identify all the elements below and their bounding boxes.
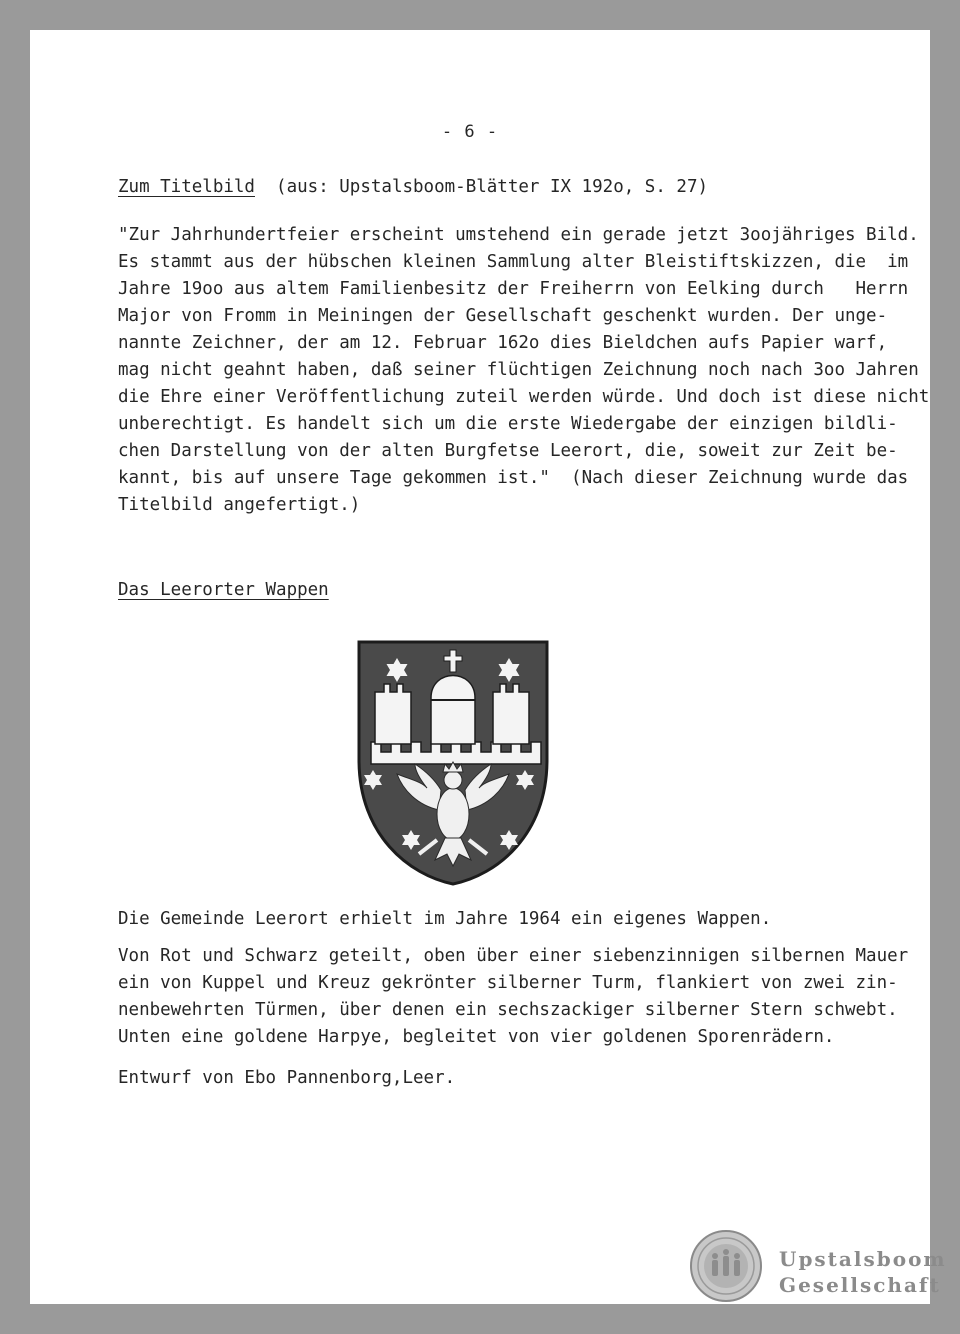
wappen-description-line: nenbewehrten Türmen, über denen ein sechszackiger silberner Stern schwebt. [118,1000,898,1020]
wappen-credit: Entwurf von Ebo Pannenborg,Leer. [118,1068,456,1088]
paragraph-line: Titelbild angefertigt.) [118,495,361,515]
wappen-description-line: Von Rot und Schwarz geteilt, oben über einer siebenzinnigen silbernen Mauer [118,946,909,966]
society-seal-icon [690,1230,762,1302]
paragraph-line: unberechtigt. Es handelt sich um die erste Wiedergabe der einzigen bildli- [118,414,898,434]
section-titelbild-heading: Zum Titelbild [118,177,255,197]
paragraph-line: chen Darstellung von der alten Burgfetse Leerort, die, soweit zur Zeit be- [118,441,898,461]
wappen-description-line: ein von Kuppel und Kreuz gekrönter silberner Turm, flankiert von zwei zin- [118,973,898,993]
paragraph-line: nannte Zeichner, der am 12. Februar 162o dies Bieldchen aufs Papier warf, [118,333,888,353]
center-domed-tower [431,676,475,745]
wappen-intro: Die Gemeinde Leerort erhielt im Jahre 1964 ein eigenes Wappen. [118,909,772,929]
section-wappen-heading: Das Leerorter Wappen [118,580,329,600]
section-wappen-heading-row [118,580,329,600]
paragraph-line: Major von Fromm in Meiningen der Gesellschaft geschenkt wurden. Der unge- [118,306,888,326]
leerort-coat-of-arms [357,640,549,886]
brand-line-1: Upstalsboom [779,1247,947,1271]
section-titelbild-heading-row [118,177,708,197]
section-titelbild-source: (aus: Upstalsboom-Blätter IX 192o, S. 27) [276,177,709,197]
crenellated-wall [371,742,541,764]
paragraph-line: Jahre 19oo aus altem Familienbesitz der Freiherrn von Eelking durch Herrn [118,279,909,299]
paragraph-line: Es stammt aus der hübschen kleinen Sammlung alter Bleistiftskizzen, die im [118,252,909,272]
left-tower [375,684,411,744]
paragraph-line: mag nicht geahnt haben, daß seiner flüchtigen Zeichnung noch nach 3oo Jahren [118,360,919,380]
brand-line-2: Gesellschaft [779,1273,941,1297]
paragraph-line: "Zur Jahrhundertfeier erscheint umstehend ein gerade jetzt 3oojähriges Bild. [118,225,919,245]
page-number: - 6 - [441,122,499,142]
document-page [30,30,947,1304]
paragraph-line: kannt, bis auf unsere Tage gekommen ist." (Nach dieser Zeichnung wurde das [118,468,909,488]
right-tower [493,684,529,744]
wappen-description-line: Unten eine goldene Harpye, begleitet von vier goldenen Sporenrädern. [118,1027,835,1047]
paragraph-line: die Ehre einer Veröffentlichung zuteil werden würde. Und doch ist diese nicht [118,387,930,407]
society-brand [779,1246,947,1298]
